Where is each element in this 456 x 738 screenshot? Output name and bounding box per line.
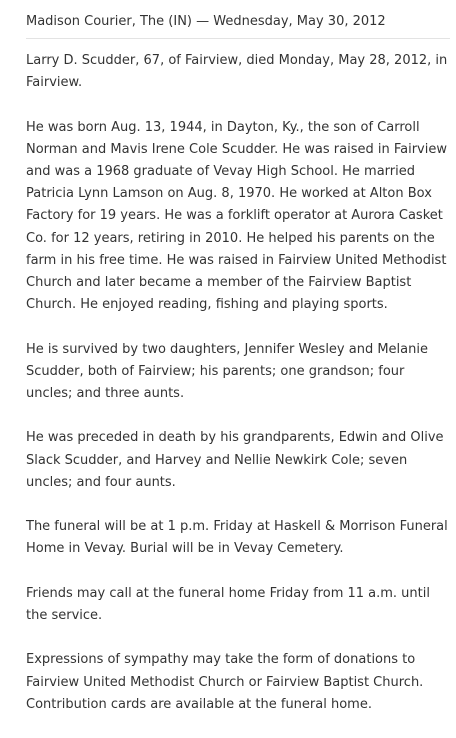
paragraph-visitation: Friends may call at the funeral home Friday from 11 a.m. until the service. <box>26 585 430 623</box>
paragraph-death-notice: Larry D. Scudder, 67, of Fairview, died Monday, May 28, 2012, in Fairview. <box>26 53 448 91</box>
paragraph-memorials: Expressions of sympathy may take the form of donations to Fairview United Methodist Church or Fairview Baptist Church. Contribution cards are available at the funeral home. <box>26 652 424 712</box>
paragraph-preceded-in-death: He was preceded in death by his grandparents, Edwin and Olive Slack Scudder, and Harvey and Nellie Newkirk Cole; seven uncles; and four aunts. <box>26 430 444 490</box>
paragraph-biography: He was born Aug. 13, 1944, in Dayton, Ky., the son of Carroll Norman and Mavis Irene Cole Scudder. He was raised in Fairview and was a 1968 graduate of Vevay High School. He married Patricia Lynn Lamson on Aug. 8, 1970. He worked at Alton Box Factory for 19 years. He was a forklift operator at Aurora Casket Co. for 12 years, retiring in 2010. He helped his parents on the farm in his free time. He was raised in Fairview United Methodist Church and later became a member of the Fairview Baptist Church. He enjoyed reading, fishing and playing sports. <box>26 119 447 313</box>
source-header: Madison Courier, The (IN) — Wednesday, May 30, 2012 <box>26 14 386 29</box>
obituary-body <box>26 50 452 738</box>
paragraph-funeral: The funeral will be at 1 p.m. Friday at Haskell & Morrison Funeral Home in Vevay. Burial will be in Vevay Cemetery. <box>26 519 448 557</box>
paragraph-survivors: He is survived by two daughters, Jennifer Wesley and Melanie Scudder, both of Fairview; his parents; one grandson; four uncles; and three aunts. <box>26 341 428 402</box>
header-divider <box>26 38 450 39</box>
